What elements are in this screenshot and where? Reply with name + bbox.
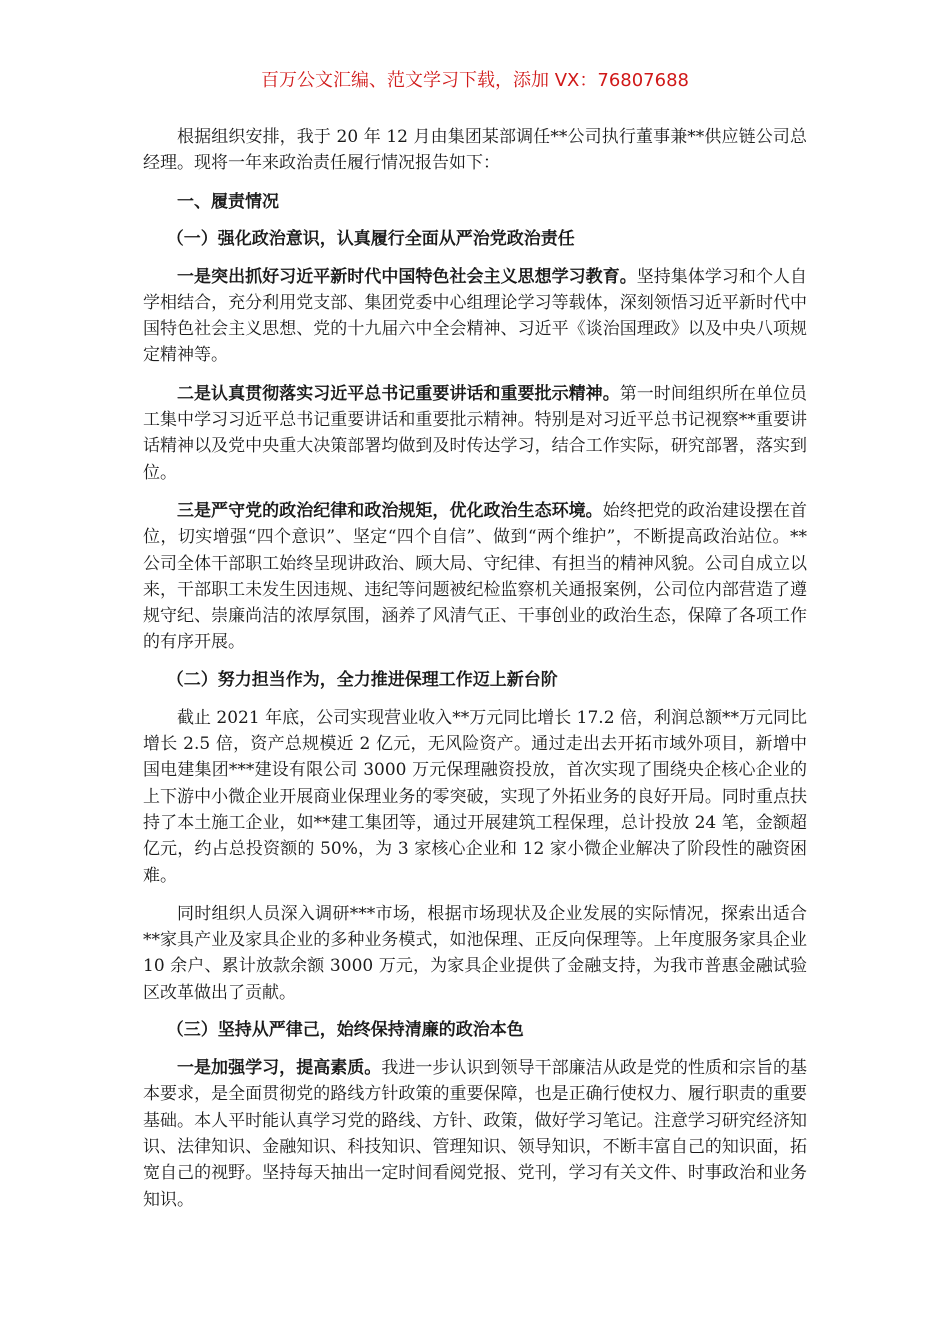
paragraph-1-lead: 一是突出抓好习近平新时代中国特色社会主义思想学习教育。 (177, 266, 637, 287)
paragraph-2 (143, 381, 807, 486)
paragraph-2-lead: 二是认真贯彻落实习近平总书记重要讲话和重要批示精神。 (177, 383, 620, 404)
paragraph-2-text: 第一时间组织所在单位员工集中学习习近平总书记重要讲话和重要批示精神。特别是对习近平总书记视察**重要讲话精神以及党中央重大决策部署均做到及时传达学习，结合工作实际，研究部署，落实到位。 (143, 383, 808, 483)
paragraph-3-text: 始终把党的政治建设摆在首位，切实增强“四个意识”、坚定“四个自信”、做到“两个维护”，不断提高政治站位。**公司全体干部职工始终呈现讲政治、顾大局、守纪律、有担当的精神风貌。公司自成立以来，干部职工未发生因违规、违纪等问题被纪检监察机关通报案例，公司位内部营造了遵规守纪、崇廉尚洁的浓厚氛围，涵养了风清气正、干事创业的政治生态，保障了各项工作的有序开展。 (143, 500, 808, 653)
paragraph-6 (143, 1055, 807, 1213)
subsection-heading-3: （三）坚持从严律己，始终保持清廉的政治本色 (166, 1020, 524, 1041)
intro-paragraph: 根据组织安排，我于 20 年 12 月由集团某部调任**公司执行董事兼**供应链公司总经理。现将一年来政治责任履行情况报告如下： (143, 127, 807, 174)
subsection-heading-2: （二）努力担当作为，全力推进保理工作迈上新台阶 (166, 669, 558, 690)
paragraph-6-text: 我进一步认识到领导干部廉洁从政是党的性质和宗旨的基本要求，是全面贯彻党的路线方针政策的重要保障，也是正确行使权力、履行职责的重要基础。本人平时能认真学习党的路线、方针、政策，做好学习笔记。注意学习研究经济知识、法律知识、金融知识、科技知识、管理知识、领导知识，不断丰富自己的知识面，拓宽自己的视野。坚持每天抽出一定时间看阅党报、党刊，学习有关文件、时事政治和业务知识。 (143, 1058, 808, 1210)
paragraph-1 (143, 264, 807, 369)
section-heading-1: 一、履责情况 (177, 191, 279, 212)
subsection-heading-1: （一）强化政治意识，认真履行全面从严治党政治责任 (166, 228, 575, 249)
document-body (143, 124, 807, 1213)
paragraph-3 (143, 498, 807, 656)
watermark-header: 百万公文汇编、范文学习下载，添加 VX：76807688 (261, 70, 689, 91)
paragraph-4: 截止 2021 年底，公司实现营业收入**万元同比增长 17.2 倍，利润总额**万元同比增长 2.5 倍，资产总规模近 2 亿元，无风险资产。通过走出去开拓市域外项目，新增中国电建集团***建设有限公司 3000 万元保理融资投放，首次实现了围绕央企核心企业的上下游中小微企业开展商业保理业务的零突破，实现了外拓业务的良好开局。同时重点扶持了本土施工企业，如**建工集团等，通过开展建筑工程保理，总计投放 24 笔，金额超亿元，约占总投资额的 50%，为 3 家核心企业和 12 家小微企业解决了阶段性的融资困难。 (143, 707, 807, 886)
paragraph-6-lead: 一是加强学习，提高素质。 (177, 1058, 382, 1079)
paragraph-3-lead: 三是严守党的政治纪律和政治规矩，优化政治生态环境。 (177, 500, 603, 521)
paragraph-5: 同时组织人员深入调研***市场，根据市场现状及企业发展的实际情况，探索出适合**家具产业及家具企业的多种业务模式，如池保理、正反向保理等。上年度服务家具企业 10 余户、累计放款余额 3000 万元，为家具企业提供了金融支持，为我市普惠金融试验区改革做出了贡献。 (143, 903, 807, 1003)
paragraph-1-text: 坚持集体学习和个人自学相结合，充分利用党支部、集团党委中心组理论学习等载体，深刻领悟习近平新时代中国特色社会主义思想、党的十九届六中全会精神、习近平《谈治国理政》以及中央八项规定精神等。 (143, 266, 807, 366)
